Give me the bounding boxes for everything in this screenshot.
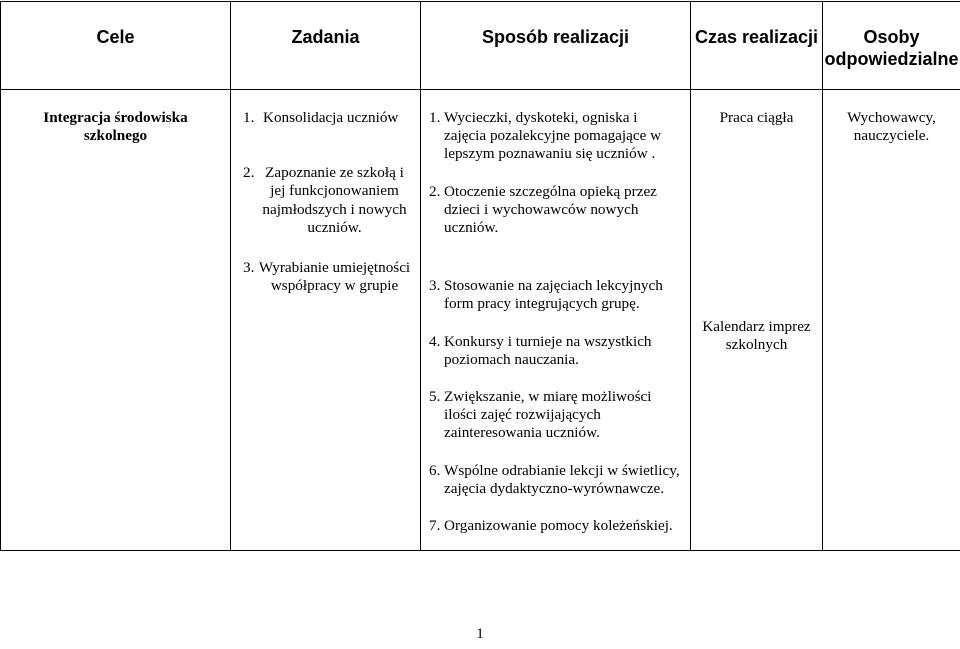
sposob-text: Otoczenie szczególna opieką przez dzieci i wychowawców nowych uczniów.: [444, 182, 657, 237]
sposob-item: [429, 517, 680, 535]
sposob-text: Zwiększanie, w miarę możliwości ilości zajęć rozwijających zainteresowania uczniów.: [444, 388, 652, 442]
osoby-line1: Wychowawcy,: [847, 109, 936, 126]
cele-line2: szkolnego: [83, 127, 148, 145]
header-osoby-line2: odpowiedzialne: [824, 49, 959, 69]
czas-kalendarz-line2: szkolnych: [725, 336, 788, 354]
zadanie-item: [243, 259, 412, 295]
header-sposob-realizacji: Sposób realizacji: [421, 2, 691, 90]
cell-osoby-odpowiedzialne: [823, 90, 960, 551]
sposob-text: Stosowanie na zajęciach lekcyjnych form pracy integrujących grupę.: [444, 277, 663, 313]
sposob-item: [429, 462, 680, 498]
sposob-text: Konkursy i turnieje na wszystkich poziomach nauczania.: [444, 332, 652, 368]
sposob-number: 6.: [429, 461, 441, 479]
zadanie-text: Zapoznanie ze szkołą i jej funkcjonowaniem najmłodszych i nowych uczniów.: [262, 164, 407, 236]
zadanie-item: [243, 164, 412, 237]
header-osoby-line1: Osoby: [863, 27, 920, 47]
plan-table: [0, 1, 960, 551]
zadanie-text: Wyrabianie umiejętności współpracy w grupie: [258, 259, 411, 295]
sposob-text: Wspólne odrabianie lekcji w świetlicy, zajęcia dydaktyczno-wyrównawcze.: [444, 461, 680, 497]
sposob-number: 7.: [429, 517, 441, 535]
sposob-number: 2.: [429, 182, 441, 200]
czas-item-kalendarz: [691, 318, 822, 354]
content-row: [1, 90, 960, 551]
zadania-list: [231, 90, 420, 295]
sposob-item: [429, 277, 680, 313]
zadanie-number: 1.: [243, 109, 255, 126]
cell-cele: [1, 90, 231, 551]
zadanie-number: 3.: [243, 259, 255, 277]
zadanie-item: [243, 109, 412, 127]
sposob-text: Wycieczki, dyskoteki, ogniska i zajęcia pozalekcyjne pomagające w lepszym poznawaniu się uczniów .: [444, 109, 662, 163]
sposob-text: Organizowanie pomocy koleżeńskiej.: [444, 517, 673, 535]
sposob-number: 4.: [429, 332, 441, 350]
czas-kalendarz-line1: Kalendarz imprez: [702, 318, 811, 336]
osoby-line2: nauczyciele.: [853, 127, 930, 145]
sposob-item: [429, 388, 680, 443]
header-zadania: Zadania: [231, 2, 421, 90]
czas-content: [691, 90, 822, 355]
page-number: 1: [476, 626, 484, 642]
header-czas-realizacji: Czas realizacji: [691, 2, 823, 90]
cele-line1: Integracja środowiska: [43, 109, 188, 126]
header-osoby-odpowiedzialne: [823, 2, 960, 90]
sposob-number: 1.: [429, 109, 441, 126]
sposob-number: 3.: [429, 277, 441, 295]
cell-czas-realizacji: [691, 90, 823, 551]
sposob-item: [429, 333, 680, 369]
sposob-item: [429, 183, 680, 238]
sposob-item: [429, 109, 680, 164]
zadanie-number: 2.: [243, 164, 255, 182]
cell-zadania: [231, 90, 421, 551]
cele-text: [1, 90, 230, 145]
osoby-content: [823, 90, 960, 145]
sposob-number: 5.: [429, 388, 441, 406]
sposob-list: [421, 90, 690, 535]
header-row: [1, 2, 960, 90]
header-cele: Cele: [1, 2, 231, 90]
cell-sposob-realizacji: [421, 90, 691, 551]
czas-item-praca-ciagla: Praca ciągła: [719, 109, 794, 126]
zadanie-text: Konsolidacja uczniów: [263, 109, 399, 126]
